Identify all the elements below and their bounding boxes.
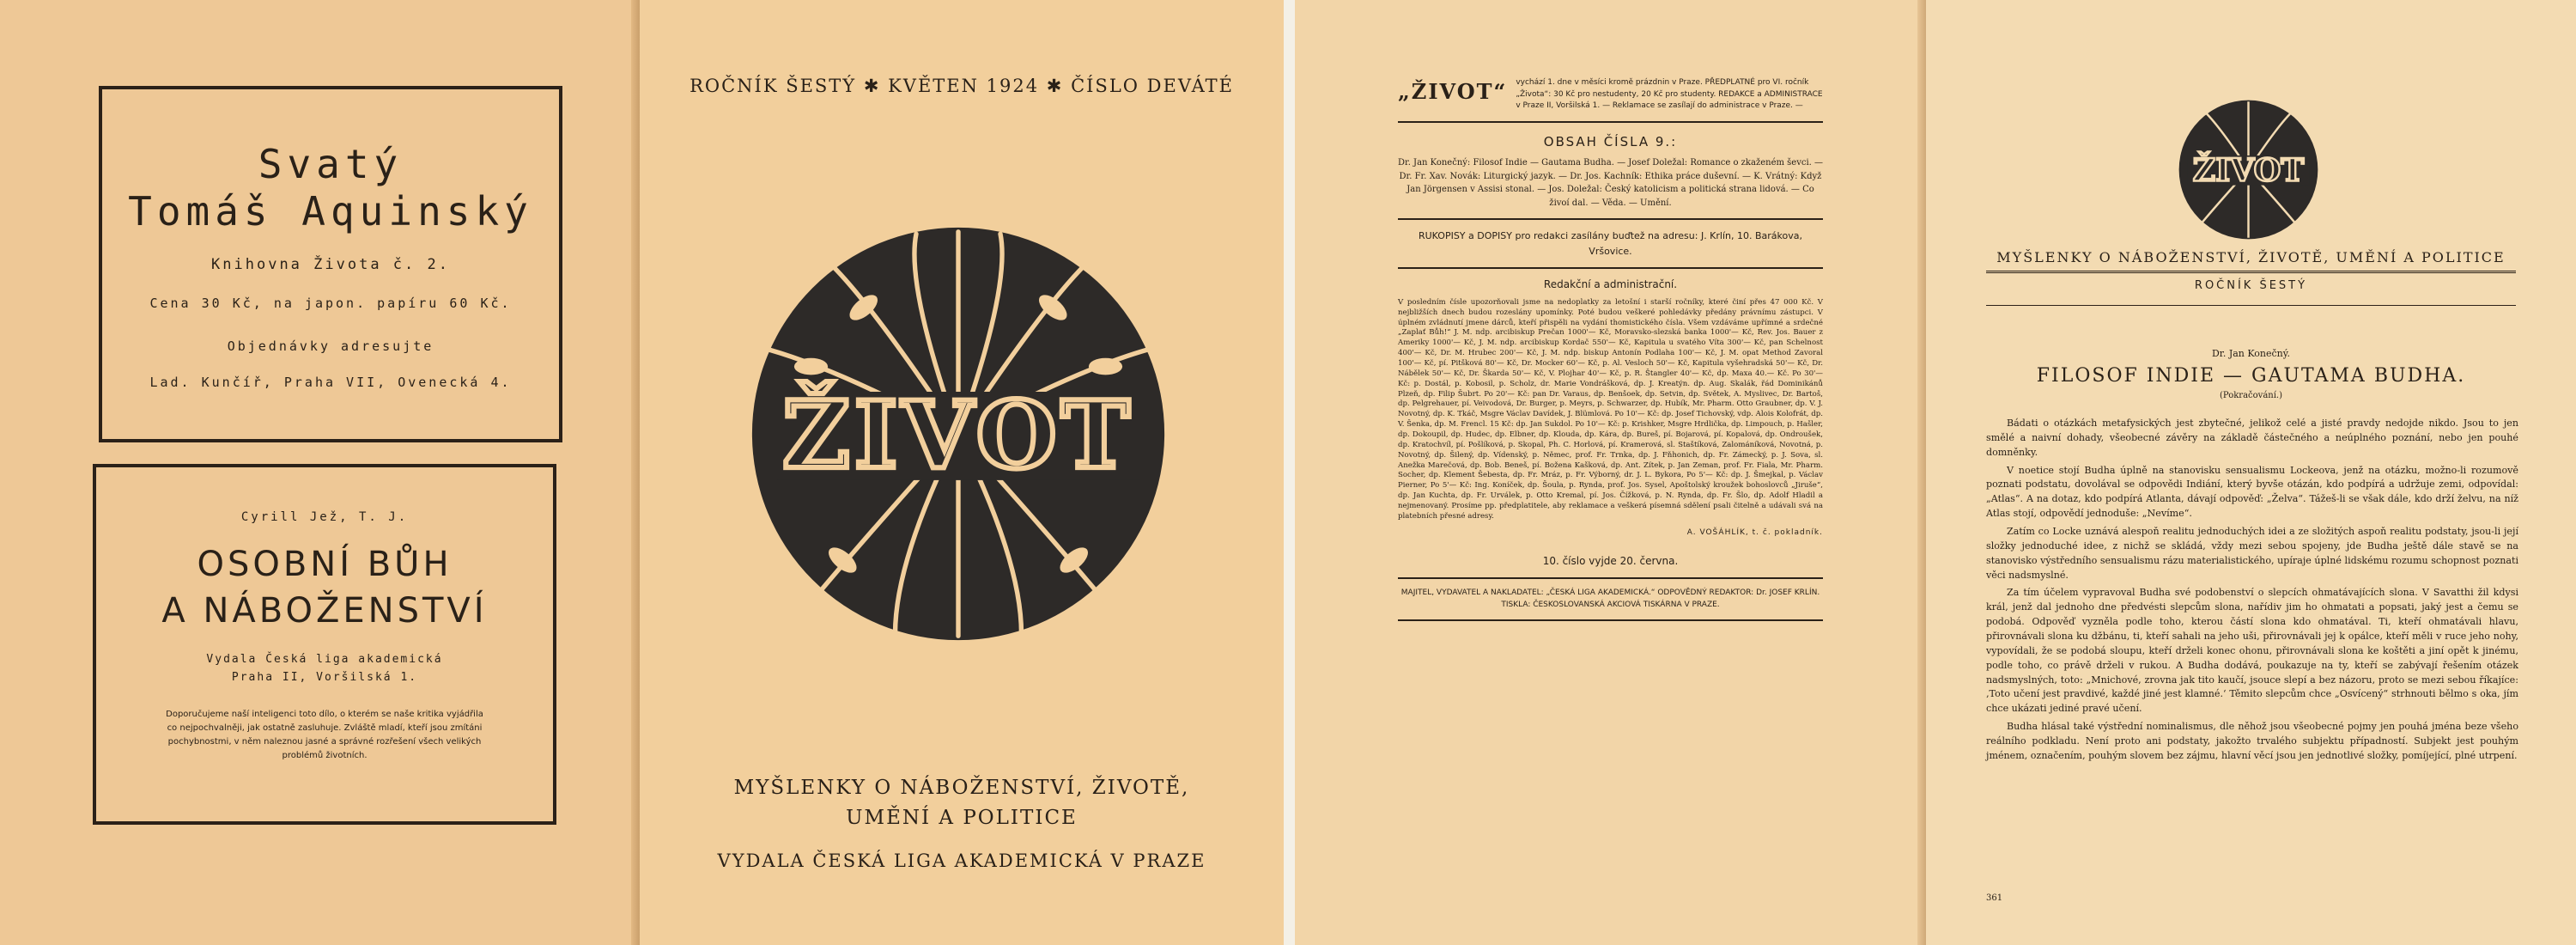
left-page-ads [0,0,640,945]
cover-motto: MYŠLENKY O NÁBOŽENSTVÍ, ŽIVOTĚ, UMĚNÍ A POLITICE [733,777,1190,829]
editorial-signature: A. VOŠÁHLÍK, t. č. pokladník. [1686,527,1823,537]
ad2-author: Cyrill Jež, T. J. [240,510,409,524]
zivot-emblem [748,223,1169,644]
divider [1398,218,1823,220]
ad2-title-line2: A NÁBOŽENSTVÍ [161,591,488,631]
masthead [1398,77,1823,113]
masthead-text: vychází 1. dne v měsíci kromě prázdnin v Praze. PŘEDPLATNÉ pro VI. ročník „Života“: 30 Kč pro nestudenty, 20 Kč pro studenty. REDAKCE a ADMINISTRACE v Praze II, Voršilská 1. — Reklamace se zasílají do administrace v Praze. — [1516,78,1823,110]
zivot-emblem-small [2178,99,2319,241]
manuscripts-notice: RUKOPISY a DOPISY pro redakci zasílány buďtež na adresu: J. Krlín, 10. Barákova, Vršovice. [1418,230,1802,257]
next-issue-notice: 10. číslo vyjde 20. června. [1542,554,1679,567]
imprint: MAJITEL, VYDAVATEL A NAKLADATEL: „ČESKÁ LIGA AKADEMICKÁ.“ ODPOVĚDNÝ REDAKTOR: Dr. JOSEF KRLÍN. TISKLA: ČESKOSLOVANSKÁ AKCIOVÁ TISKÁRNA V PRAZE. [1400,588,1820,609]
ad-orders: Objednávky adresujte [227,338,434,355]
ad2-publisher-line1: Vydala Česká liga akademická [206,653,443,666]
editorial-text: V posledním čísle upozorňovali jsme na nedoplatky za letošní i starší ročníky, které činí přes 47 000 Kč. V nejbližších dnech budou rozeslány upomínky. Poté budou veškeré pohledávky předány právnímu zástupci. V úplném zvládnutí jmene dárců, kteří přispěli na vydání thomistického čísla. Všem vzdáváme upřímné a srdečné „Zaplať Bůh!“ J. M. ndp. arcibiskup Prečan 1000'— Kč, Moravsko-slezská banka 1000'— Kč, Rev. Jos. Bauer z Ameriky 1000'— Kč, J. M. ndp. arcibiskup Kordač 550'— Kč, Kapitula u svatého Víta 300'— Kč, pan Schelnost 400'— Kč, Dr. M. Hrubec 200'— Kč, J. M. ndp. biskup Antonín Podlaha 100'— Kč, J. M. opat Method Zavoral 100'— Kč, pí. Pitšková 80'— Kč, Dr. Mocker 60'— Kč, p. Al. Vesloch 50'— Kč, Kapitula vyšehradská 50'— Kč, Dr. Nábělek 50'— Kč, Dr. Škarda 50'— Kč, V. Plojhar 40'— Kč, p. R. Štangler 40'— Kč, dp. Maxa 40.— Kč. Po 30'— Kč: p. Dostál, p. Kobosil, p. Scholz, dr. Marie Vondrášková, dp. J. Kreatýn. dp. Aug. Skalák, řád Dominikánů Plzeň, dp. Filip Šubrt. Po 20'— Kč: pan Dr. Varaus, dp. Benšoek, dp. Setvin, dp. Světek, A. Myslivec, Dr. Bartoš, dp. Pelgrehauer, pí. Veivodová, Dr. Burger, p. Meyrs, p. Schwarzer, dp. Hubík, Mr. Pharm. Otto Graubner, dp. V. J. Novotný, dp. K. Tkáč, Msgre Václav Davídek, J. Blümlová. Po 10'— Kč: dp. Josef Tichovský, vdp. Alois Kolofrát, dp. V. Šenka, dp. M. Frencl. 15 Kč: dp. Jan Sukdol. Po 10'— Kč: p. Krishker, Msgre Hrdlička, dp. Limpouch, p. Hašler, dp. Dokoupil, dp. Hudec, dp. Elbner, dp. Klouda, dp. Kára, dp. Bureš, pí. Bojarová, pí. Kopalová, dp. Ondroušek, dp. Kratochvíl, pí. Pošlíková, p. Skopal, Ph. C. Horlová, pí. Kramerová, sl. Staštíková, Zalománíková, Novotná, p. Novotný, dp. Šilený, dp. Vídenský, p. Němec, prof. Fr. Trnka, dp. J. Fňhonich, dp. Fr. Zámecký, p. J. Sova, sl. Anežka Marečová, dp. Bob. Beneš, pí. Božena Kašková, dp. Ant. Zítek, p. Jan Zeman, prof. Fr. Fiala, Mr. Pharm. Socher, dp. Klement Šebesta, dp. Fr. Mráz, p. Fr. Výborný, dr. J. L. Bykora, Po 5'— Kč: dp. J. Šmejkal, p. Václav Pierner, Po 5'— Kč: Ing. Koníček, dp. Šoula, p. Rynda, prof. Jos. Sysel, Apoštolský kroužek bohoslovců „Jiruše“, dp. Jan Kuchta, dp. Fr. Urválek, p. Otto Kremal, pí. Jos. Čížková, p. N. Rynda, dp. Fr. Šlo, dp. Adolf Hladil a nejmenovaný. Prosíme pp. předplatitele, aby reklamace a veškerá písemná sdělení psali čitelně a udávali svá na platebních přesné adresy. [1398,297,1823,521]
ad-title-line2: Tomáš Aquinský [128,188,533,235]
article-volume: ROČNÍK ŠESTÝ [2194,279,2308,292]
ad-box-osobni-buh [93,464,556,825]
divider [1986,305,2516,306]
ad2-title-line1: OSOBNÍ BŮH [197,545,453,584]
cover-header: ROČNÍK ŠESTÝ ✱ KVĚTEN 1924 ✱ ČÍSLO DEVÁTÉ [690,76,1234,96]
emblem-small-text: ŽIVOT [2192,151,2305,189]
masthead-title: „ŽIVOT“ [1398,79,1508,104]
article-paragraph: Za tím účelem vypravoval Budha své podobenství o slepcích ohmatávajících slona. V Savatthi žil kdysi král, jenž dal jednoho dne předvésti slepcům slona, nařídiv jim ho ohmatati a popsati, jaký jest a čemu se podobá. Odpověď vyzněla podle toho, kterou částí slona kdo ohmatával. Ti, kteří ohmatávali hlavu, přirovnávali slona ku džbánu, ti, kteří sahali na jeho uši, přirovnávali jej k opálce, kteří měli v ruce jeho nohy, vypovídali, že se podobá sloupu, kteří drželi konec ohonu, přirovnávali slona ke koštěti a jiní opět k jinému, podle toho, co právě drželi v rukou. A Budha dodává, poukazuje na ty, kteří se zabývají řešením otázek nadsmyslných, toto: „Mnichové, zrovna jak tito kaučí, jsouce slepí a bez názoru, proto se mezi sebou říkajíce: ‚Toto učení jest pravdivé, každé jiné jest klamné.‘ Těmito slepcům chce „Osvícený“ strhnouti bělmo s oka, jím chce ukázati jediné pravé učení. [1986,587,2518,715]
article-continuation: (Pokračování.) [2220,391,2282,400]
cover-page [640,0,1284,945]
emblem-text: ŽIVOT [782,381,1134,491]
article-paragraph: Bádati o otázkách metafysických jest zbytečné, jelikož celé a jisté pravdy nedojde nikdo. Jsou to jen smělé a naivní dohady, všeobecné závěry na základě částečného a neúplného poznání, nebo jen pouhé domněnky. [1986,418,2518,458]
article-paragraph: V noetice stojí Budha úplně na stanovisku sensualismu Lockeova, jenž na otázku, možno-li rozumově poznati podstatu, dovolával se odpovědi Indiání, který byvše otázán, kdo podpírá a udržuje zemi, odpovídal: „Atlas“. A na dotaz, kdo podpírá Atlanta, dávají odpověď: „Želva“. Tážeš-li se však dále, kdo drží želvu, na níž Atlas stojí, odpovědí jednoduše: „Nevíme“. [1986,464,2518,520]
article-body [1986,417,2518,767]
ad2-publisher-line2: Praha II, Voršilská 1. [231,670,418,684]
article-page [1926,0,2576,945]
ad-address: Lad. Kunčíř, Praha VII, Ovenecká 4. [149,375,512,391]
article-title: FILOSOF INDIE — GAUTAMA BUDHA. [2036,365,2466,387]
article-paragraph: Zatím co Locke uznává alespoň realitu jednoduchých idei a ze složitých aspoň realitu podstaty, jsou-li její složky jednoduché idee, z nichž se skládá, vždy mezi sebou spojeny, jde Budha ještě dále stavě se na stanovisko výstředního sensualismu rázu materialistického, upíraje úplné lidskému rozumu schopnost poznati věci nadsmyslné. [1986,526,2518,581]
article-motto: MYŠLENKY O NÁBOŽENSTVÍ, ŽIVOTĚ, UMĚNÍ A POLITICE [1986,249,2516,273]
editorial-heading: Redakční a administrační. [1543,278,1678,291]
divider [1398,267,1823,269]
ad2-note: Doporučujeme naší inteligenci toto dílo, o kterém se naše kritika vyjádřila co nejpochvalněji, jak ostatně zasluhuje. Zvláště mladí, kteří jsou zmítáni pochybnostmi, v něm naleznou jasné a správné rozřešení všech velikých problémů životních. [166,709,483,760]
ad-price: Cena 30 Kč, na japon. papíru 60 Kč. [149,296,512,312]
cover-publisher: VYDALA ČESKÁ LIGA AKADEMICKÁ V PRAZE [717,850,1206,871]
divider [1398,619,1823,621]
inside-cover-page [1295,0,1926,945]
divider [1398,577,1823,579]
divider [1398,121,1823,123]
page-gap [1284,0,1295,945]
article-author: Dr. Jan Konečný. [2211,348,2291,359]
article-paragraph: Budha hlásal také výstřední nominalismus, dle něhož jsou všeobecné pojmy jen pouhá jména beze všeho reálního podkladu. Není proto ani podstaty, jakožto trvalého subjektu případností. Subjekt jest pouhým jménem, označením, pouhým slovem bez zájmu, hlavní věcí jsou jen jednotlivé složky, pomíjející, plné utrpení. [1986,721,2518,761]
ad-subtitle: Knihovna Života č. 2. [211,256,450,274]
inside-cover-content [1398,77,1823,630]
contents-heading: OBSAH ČÍSLA 9.: [1543,133,1678,149]
ad-box-aquinsky [99,86,562,442]
page-number: 361 [1986,893,2003,903]
contents-list: Dr. Jan Konečný: Filosof Indie — Gautama Budha. — Josef Doležal: Romance o zkaženém ševci. — Dr. Fr. Xav. Novák: Liturgický jazyk. — Dr. Jos. Kachník: Ethika práce duševní. — K. Vrátný: Když Jan Jörgensen v Assisi stonal. — Jos. Doležal: Český katolicism a politická strana lidová. — Co živoí dal. — Věda. — Umění. [1398,158,1824,208]
ad-title-line1: Svatý [258,141,404,187]
